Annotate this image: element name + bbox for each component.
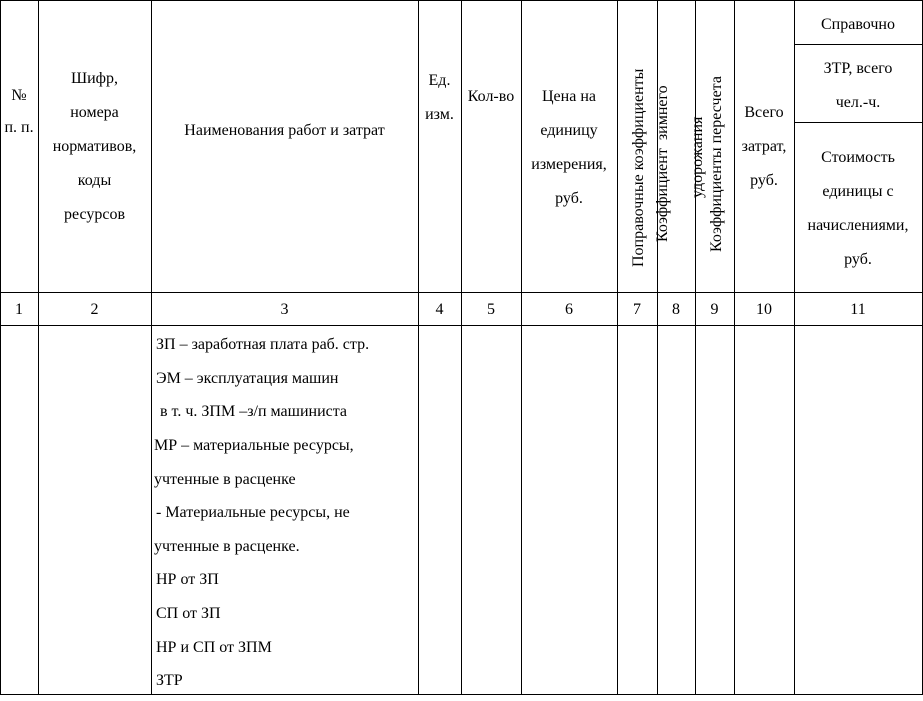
- header-code-line: номера: [70, 104, 119, 121]
- body-line-labor: ЗТР: [156, 672, 183, 689]
- column-number-5: 5: [487, 300, 495, 318]
- header-row-number-line: п. п.: [4, 119, 34, 136]
- header-unit-price-line: Цена на: [542, 88, 596, 105]
- column-rule-2: [151, 0, 152, 695]
- column-number-3: 3: [280, 300, 289, 318]
- header-conversion-coefficients: Коэффициенты пересчета: [708, 76, 725, 252]
- header-total-cost-line: руб.: [750, 172, 778, 189]
- header-unit-cost-line: начислениями,: [807, 217, 909, 234]
- column-number-8: 8: [672, 300, 680, 318]
- body-line-materials-included: учтенные в расценке: [154, 471, 296, 488]
- header-code-line: ресурсов: [63, 206, 126, 223]
- header-quantity: Кол-во: [467, 88, 515, 105]
- header-row-number-line: №: [11, 87, 27, 104]
- header-winter-coefficient-cont: удорожания: [689, 116, 706, 198]
- body-line-machines: ЭМ – эксплуатация машин: [156, 370, 339, 387]
- body-line-materials-not-included-cont: учтенные в расценке.: [154, 538, 300, 555]
- body-line-wages: ЗП – заработная плата раб. стр.: [156, 336, 370, 353]
- column-number-1: 1: [15, 300, 23, 318]
- header-unit-cost-line: руб.: [844, 251, 872, 268]
- body-line-overhead-profit-operator: НР и СП от ЗПМ: [156, 639, 272, 656]
- header-code-line: коды: [77, 172, 112, 189]
- column-number-11: 11: [850, 300, 866, 318]
- column-number-7: 7: [633, 300, 641, 318]
- header-unit-price-line: единицу: [540, 122, 598, 139]
- header-unit-price: [521, 80, 617, 216]
- header-unit-price-line: измерения,: [531, 156, 607, 173]
- body-line-overhead: НР от ЗП: [156, 571, 219, 588]
- header-labor-hours-line: ЗТР, всего: [823, 60, 893, 77]
- header-labor-hours: [794, 52, 922, 120]
- header-reference-group: Справочно: [821, 16, 895, 33]
- column-number-10: 10: [756, 300, 772, 318]
- header-unit-price-line: руб.: [555, 190, 583, 207]
- column-number-6: 6: [565, 300, 573, 318]
- header-unit-line: изм.: [425, 106, 454, 123]
- body-line-materials-not-included: - Материальные ресурсы, не: [156, 504, 350, 521]
- header-total-cost-line: Всего: [744, 104, 784, 121]
- header-row-number: [0, 60, 38, 164]
- header-unit-cost-line: единицы с: [822, 183, 894, 200]
- header-total-cost-line: затрат,: [741, 138, 787, 155]
- header-unit-cost-line: Стоимость: [821, 149, 895, 166]
- header-code-line: Шифр,: [70, 70, 119, 87]
- reference-subdivider: [794, 122, 923, 123]
- header-correction-coefficients: Поправочные коэффициенты: [630, 68, 647, 267]
- body-line-operator-wages: в т. ч. ЗПМ –з/п машиниста: [156, 403, 348, 420]
- header-code: [38, 61, 151, 233]
- column-rule-8: [695, 0, 696, 695]
- header-winter-coefficient: Коэффициент зимнего: [654, 85, 671, 242]
- reference-group-divider: [794, 44, 923, 45]
- header-total-cost: [734, 96, 794, 198]
- header-code-line: нормативов,: [52, 138, 137, 155]
- column-rule-6: [617, 0, 618, 695]
- body-line-profit: СП от ЗП: [156, 605, 221, 622]
- column-number-4: 4: [435, 300, 444, 318]
- header-labor-hours-line: чел.-ч.: [835, 94, 881, 111]
- header-unit-line: Ед.: [428, 72, 451, 89]
- column-number-2: 2: [90, 300, 99, 318]
- header-work-name: Наименования работ и затрат: [184, 122, 385, 139]
- header-unit: [418, 64, 461, 132]
- column-number-9: 9: [710, 300, 719, 318]
- header-unit-cost-with-charges: [794, 141, 922, 277]
- body-line-materials: МР – материальные ресурсы,: [154, 437, 354, 454]
